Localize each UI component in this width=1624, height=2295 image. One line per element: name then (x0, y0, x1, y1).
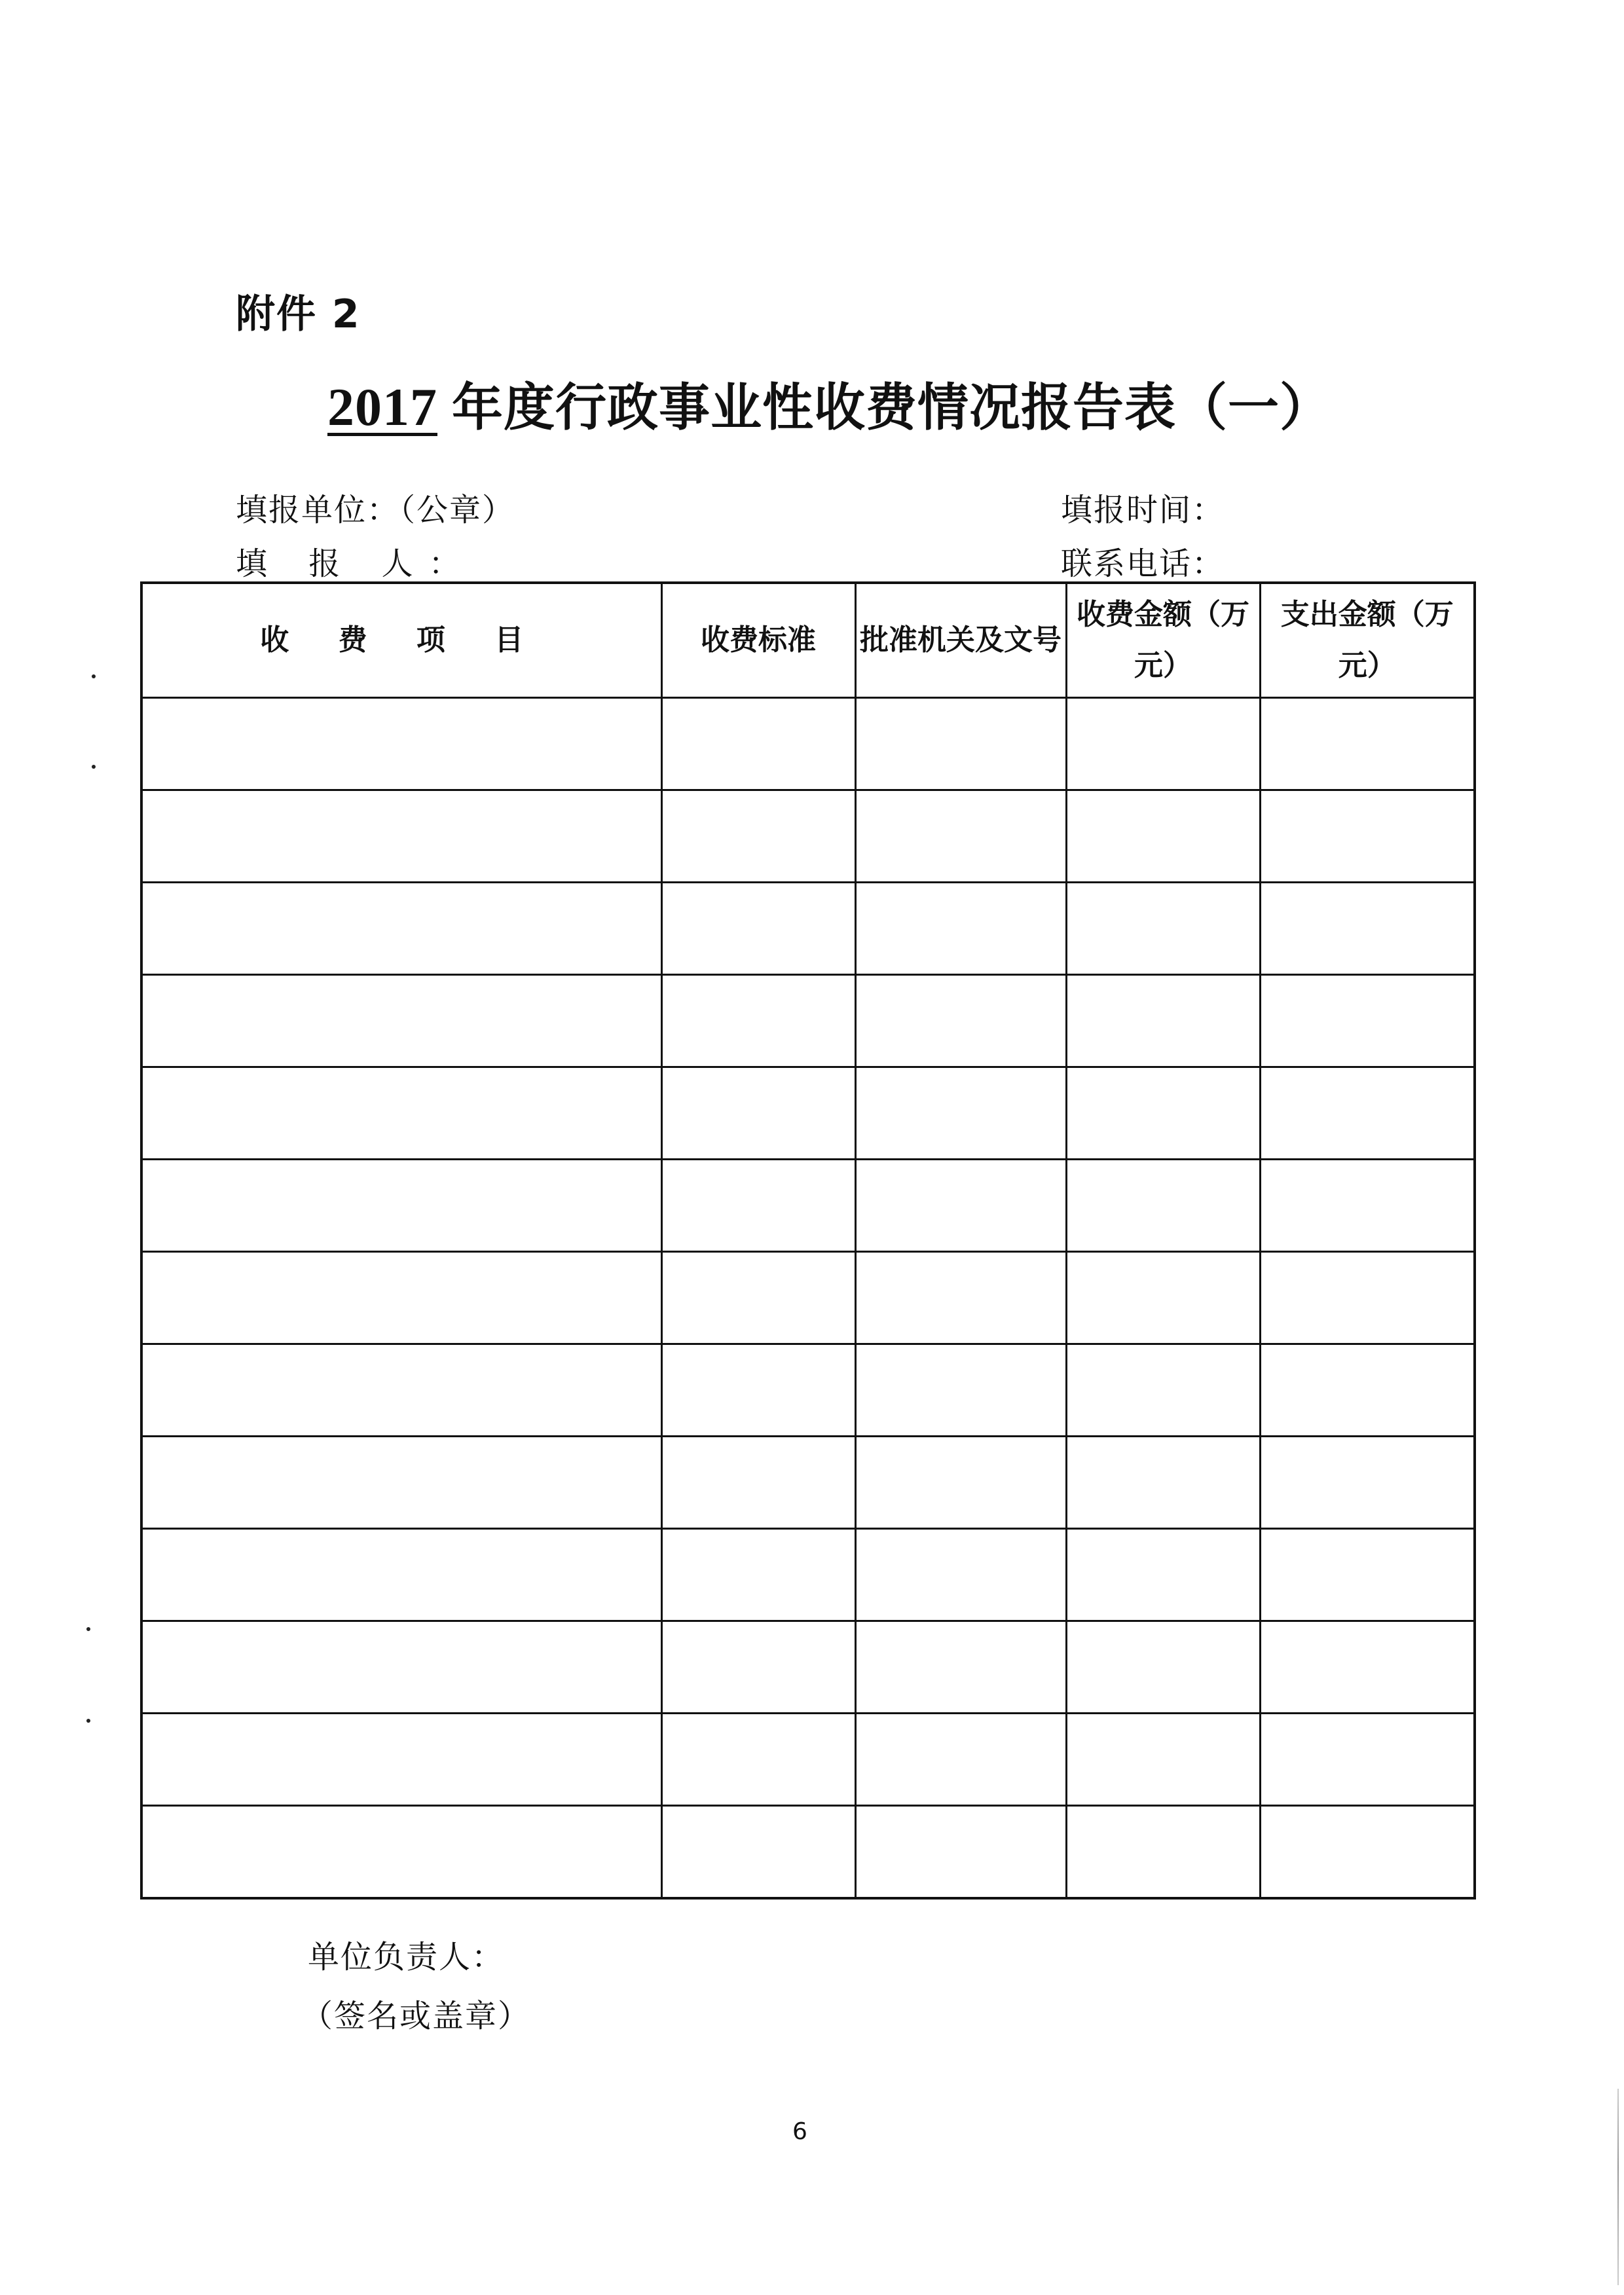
cell-fee-item[interactable] (141, 1437, 661, 1529)
cell-fee-item[interactable] (141, 975, 661, 1067)
cell-fee-standard[interactable] (661, 1806, 855, 1899)
cell-fee-standard[interactable] (661, 1621, 855, 1714)
cell-expense-amount[interactable] (1260, 1714, 1475, 1806)
cell-expense-amount[interactable] (1260, 1160, 1475, 1252)
cell-expense-amount[interactable] (1260, 1067, 1475, 1160)
cell-approval-authority[interactable] (855, 1252, 1066, 1344)
cell-fee-standard[interactable] (661, 1160, 855, 1252)
title-text: 年度行政事业性收费情况报告表（一） (452, 378, 1332, 437)
table-row (141, 1714, 1475, 1806)
cell-fee-standard[interactable] (661, 790, 855, 883)
cell-fee-amount[interactable] (1066, 698, 1260, 790)
time-field-label: 填报时间： (1061, 492, 1225, 528)
table-row (141, 975, 1475, 1067)
cell-approval-authority[interactable] (855, 790, 1066, 883)
table-row (141, 1529, 1475, 1621)
cell-fee-standard[interactable] (661, 883, 855, 975)
cell-expense-amount[interactable] (1260, 1806, 1475, 1899)
cell-fee-amount[interactable] (1066, 790, 1260, 883)
cell-fee-amount[interactable] (1066, 1067, 1260, 1160)
cell-expense-amount[interactable] (1260, 1437, 1475, 1529)
sign-or-stamp-label: （签名或盖章） (301, 1998, 531, 2034)
cell-fee-amount[interactable] (1066, 883, 1260, 975)
cell-fee-item[interactable] (141, 1621, 661, 1714)
table-header-row (141, 583, 1475, 698)
cell-fee-amount[interactable] (1066, 1160, 1260, 1252)
phone-field-label: 联系电话： (1061, 545, 1225, 582)
cell-fee-item[interactable] (141, 1344, 661, 1437)
cell-fee-standard[interactable] (661, 1529, 855, 1621)
cell-fee-item[interactable] (141, 790, 661, 883)
scan-mark (86, 1719, 90, 1723)
cell-expense-amount[interactable] (1260, 698, 1475, 790)
cell-fee-standard[interactable] (661, 1067, 855, 1160)
scan-mark (92, 674, 96, 678)
table-row (141, 1344, 1475, 1437)
cell-fee-standard[interactable] (661, 975, 855, 1067)
cell-fee-standard[interactable] (661, 1344, 855, 1437)
title-year: 2017 (327, 377, 437, 437)
cell-fee-item[interactable] (141, 1529, 661, 1621)
cell-expense-amount[interactable] (1260, 1529, 1475, 1621)
table-row (141, 1160, 1475, 1252)
cell-expense-amount[interactable] (1260, 1252, 1475, 1344)
cell-fee-amount[interactable] (1066, 1529, 1260, 1621)
table-row (141, 790, 1475, 883)
cell-fee-item[interactable] (141, 883, 661, 975)
table-body (141, 698, 1475, 1899)
cell-fee-item[interactable] (141, 698, 661, 790)
cell-fee-item[interactable] (141, 1806, 661, 1899)
column-header-approval-authority: 批准机关及文号 (855, 583, 1066, 698)
cell-expense-amount[interactable] (1260, 1344, 1475, 1437)
table-row (141, 1437, 1475, 1529)
column-header-fee-item: 收 费 项 目 (141, 583, 661, 698)
unit-field-label: 填报单位：（公章） (236, 492, 515, 528)
cell-approval-authority[interactable] (855, 1437, 1066, 1529)
table-row (141, 883, 1475, 975)
cell-fee-amount[interactable] (1066, 1621, 1260, 1714)
responsible-person-label: 单位负责人： (308, 1939, 505, 1975)
table-row (141, 1067, 1475, 1160)
column-header-fee-amount: 收费金额（万元） (1066, 583, 1260, 698)
table-row (141, 1252, 1475, 1344)
cell-expense-amount[interactable] (1260, 975, 1475, 1067)
column-header-expense-amount: 支出金额（万元） (1260, 583, 1475, 698)
scan-mark (92, 765, 96, 769)
cell-fee-item[interactable] (141, 1714, 661, 1806)
cell-approval-authority[interactable] (855, 698, 1066, 790)
cell-fee-amount[interactable] (1066, 975, 1260, 1067)
cell-fee-item[interactable] (141, 1067, 661, 1160)
cell-expense-amount[interactable] (1260, 883, 1475, 975)
cell-fee-standard[interactable] (661, 698, 855, 790)
cell-approval-authority[interactable] (855, 883, 1066, 975)
reporter-field-label: 填 报 人： (236, 545, 476, 582)
cell-fee-item[interactable] (141, 1160, 661, 1252)
cell-approval-authority[interactable] (855, 1160, 1066, 1252)
page-number: 6 (792, 2118, 807, 2145)
cell-approval-authority[interactable] (855, 1067, 1066, 1160)
cell-fee-amount[interactable] (1066, 1806, 1260, 1899)
cell-approval-authority[interactable] (855, 1714, 1066, 1806)
scan-mark (86, 1627, 90, 1631)
cell-fee-standard[interactable] (661, 1714, 855, 1806)
cell-approval-authority[interactable] (855, 1344, 1066, 1437)
page-title (327, 367, 1331, 440)
cell-approval-authority[interactable] (855, 1806, 1066, 1899)
cell-fee-standard[interactable] (661, 1437, 855, 1529)
cell-fee-amount[interactable] (1066, 1437, 1260, 1529)
cell-approval-authority[interactable] (855, 975, 1066, 1067)
table-row (141, 1806, 1475, 1899)
column-header-fee-standard: 收费标准 (661, 583, 855, 698)
cell-expense-amount[interactable] (1260, 790, 1475, 883)
cell-expense-amount[interactable] (1260, 1621, 1475, 1714)
cell-fee-amount[interactable] (1066, 1344, 1260, 1437)
cell-fee-item[interactable] (141, 1252, 661, 1344)
attachment-label: 附件 2 (236, 291, 361, 337)
cell-fee-amount[interactable] (1066, 1252, 1260, 1344)
cell-fee-standard[interactable] (661, 1252, 855, 1344)
fee-report-table (140, 581, 1476, 1900)
table-row (141, 698, 1475, 790)
cell-fee-amount[interactable] (1066, 1714, 1260, 1806)
scan-edge-mark (1617, 2089, 1619, 2285)
cell-approval-authority[interactable] (855, 1529, 1066, 1621)
cell-approval-authority[interactable] (855, 1621, 1066, 1714)
table-row (141, 1621, 1475, 1714)
